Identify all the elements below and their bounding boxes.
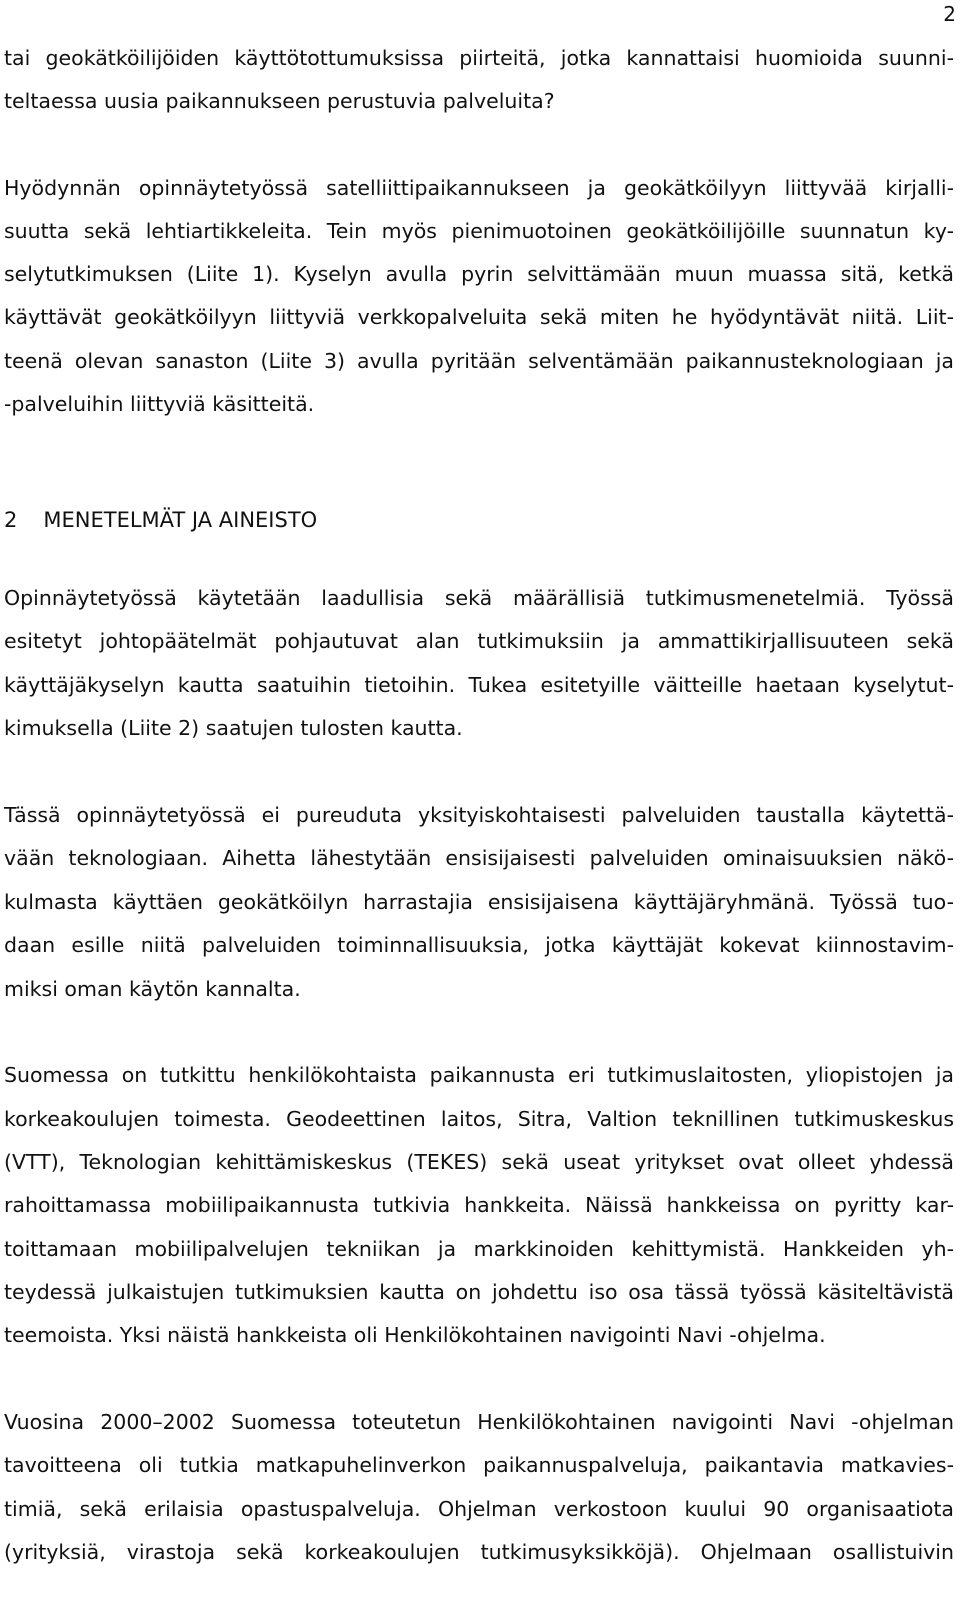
paragraph-line: miksi oman käytön kannalta.: [4, 977, 301, 1001]
paragraph-line: tai geokätköilijöiden käyttötottumuksissa piirteitä, jotka kannattaisi huomioida suunni-: [4, 46, 954, 70]
paragraph-line: kimuksella (Liite 2) saatujen tulosten kautta.: [4, 716, 463, 740]
page-number: 2: [943, 2, 956, 26]
paragraph-line: -palveluihin liittyviä käsitteitä.: [4, 392, 315, 416]
paragraph-line: teydessä julkaistujen tutkimuksien kautta on johdettu iso osa tässä työssä käsiteltävistä: [4, 1280, 954, 1304]
section-title: MENETELMÄT JA AINEISTO: [43, 508, 318, 532]
paragraph-line: vään teknologiaan. Aihetta lähestytään ensisijaisesti palveluiden ominaisuuksien näkö-: [4, 846, 954, 870]
paragraph-line: (VTT), Teknologian kehittämiskeskus (TEKES) sekä useat yritykset ovat olleet yhdessä: [4, 1150, 954, 1174]
paragraph-line: Hyödynnän opinnäytetyössä satelliittipaikannukseen ja geokätköilyyn liittyvää kirjalli-: [4, 176, 954, 200]
paragraph-line: tavoitteena oli tutkia matkapuhelinverkon paikannuspalveluja, paikantavia matkavies-: [4, 1453, 954, 1477]
paragraph-line: Tässä opinnäytetyössä ei pureuduta yksityiskohtaisesti palveluiden taustalla käytettä-: [4, 803, 954, 827]
paragraph-line: käyttävät geokätköilyyn liittyviä verkkopalveluita sekä miten he hyödyntävät niitä. Liit-: [4, 305, 954, 329]
paragraph-line: timiä, sekä erilaisia opastuspalveluja. Ohjelman verkostoon kuului 90 organisaatiota: [4, 1497, 954, 1521]
paragraph-line: Vuosina 2000–2002 Suomessa toteutetun Henkilökohtainen navigointi Navi -ohjelman: [4, 1410, 954, 1434]
paragraph-line: Opinnäytetyössä käytetään laadullisia sekä määrällisiä tutkimusmenetelmiä. Työssä: [4, 586, 954, 610]
paragraph-line: toittamaan mobiilipalvelujen tekniikan ja markkinoiden kehittymistä. Hankkeiden yh-: [4, 1237, 954, 1261]
section-heading: [4, 507, 317, 533]
paragraph-line: teenä olevan sanaston (Liite 3) avulla pyritään selventämään paikannusteknologiaan ja: [4, 349, 954, 373]
paragraph-line: teemoista. Yksi näistä hankkeista oli Henkilökohtainen navigointi Navi -ohjelma.: [4, 1323, 826, 1347]
section-number: 2: [4, 508, 18, 532]
paragraph-line: Suomessa on tutkittu henkilökohtaista paikannusta eri tutkimuslaitosten, yliopistojen ja: [4, 1063, 954, 1087]
paragraph-line: kulmasta käyttäen geokätköilyn harrastajia ensisijaisena käyttäjäryhmänä. Työssä tuo-: [4, 890, 954, 914]
paragraph-line: rahoittamassa mobiilipaikannusta tutkivia hankkeita. Näissä hankkeissa on pyritty kar-: [4, 1193, 954, 1217]
paragraph-line: daan esille niitä palveluiden toiminnallisuuksia, jotka käyttäjät kokevat kiinnostavim-: [4, 933, 954, 957]
paragraph-line: teltaessa uusia paikannukseen perustuvia palveluita?: [4, 89, 555, 113]
paragraph-line: (yrityksiä, virastoja sekä korkeakoulujen tutkimusyksikköjä). Ohjelmaan osallistuivin: [4, 1540, 954, 1564]
paragraph-line: suutta sekä lehtiartikkeleita. Tein myös pienimuotoinen geokätköilijöille suunnatun ky-: [4, 219, 954, 243]
paragraph-line: esitetyt johtopäätelmät pohjautuvat alan tutkimuksiin ja ammattikirjallisuuteen sekä: [4, 629, 954, 653]
paragraph-line: käyttäjäkyselyn kautta saatuihin tietoihin. Tukea esitetyille väitteille haetaan kyselytut-: [4, 673, 954, 697]
paragraph-line: selytutkimuksen (Liite 1). Kyselyn avulla pyrin selvittämään muun muassa sitä, ketkä: [4, 262, 954, 286]
paragraph-line: korkeakoulujen toimesta. Geodeettinen laitos, Sitra, Valtion teknillinen tutkimuskeskus: [4, 1107, 954, 1131]
